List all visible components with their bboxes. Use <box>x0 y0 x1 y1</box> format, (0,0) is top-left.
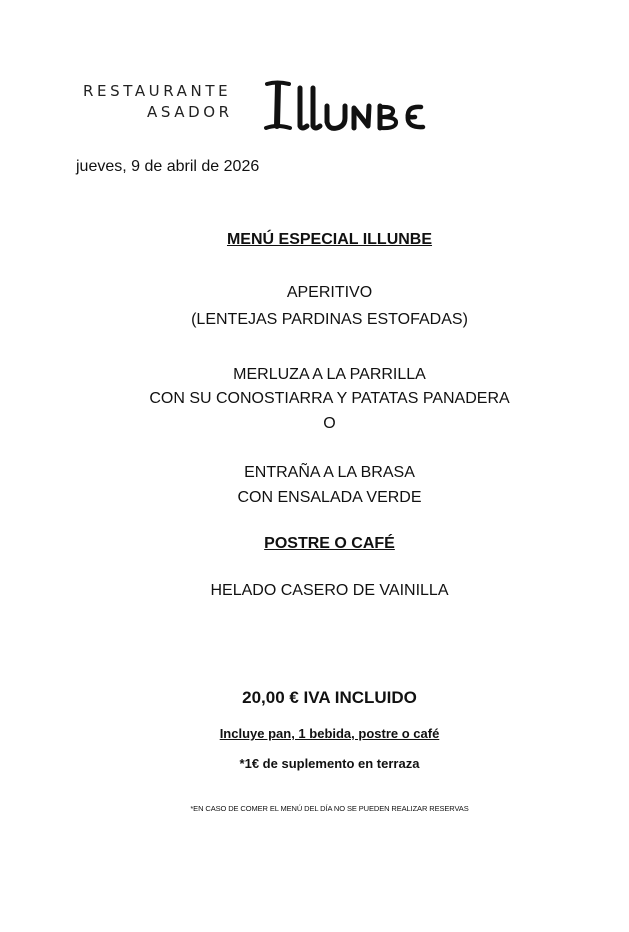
includes-note: Incluye pan, 1 bebida, postre o café <box>219 726 440 741</box>
main-course-2-line2: CON ENSALADA VERDE <box>237 489 422 506</box>
logo-text-asador: ASADOR <box>147 103 233 121</box>
main-course-1-line2: CON SU CONOSTIARRA Y PATATAS PANADERA <box>149 390 510 407</box>
dessert-item: HELADO CASERO DE VAINILLA <box>210 582 449 599</box>
menu-title: MENÚ ESPECIAL ILLUNBE <box>226 231 433 248</box>
terrace-supplement-note: *1€ de suplemento en terraza <box>239 756 420 771</box>
or-separator: O <box>323 415 336 432</box>
logo-text-restaurante: RESTAURANTE <box>83 82 232 100</box>
restaurant-logo <box>83 78 463 138</box>
reservation-disclaimer: *EN CASO DE COMER EL MENÚ DEL DÍA NO SE PUEDEN REALIZAR RESERVAS <box>190 804 469 813</box>
menu-date: jueves, 9 de abril de 2026 <box>76 158 260 175</box>
starter-line2: (LENTEJAS PARDINAS ESTOFADAS) <box>191 311 468 328</box>
illunbe-wordmark-logo <box>263 78 463 138</box>
menu-price: 20,00 € IVA INCLUIDO <box>242 688 417 707</box>
starter-line1: APERITIVO <box>286 284 373 301</box>
dessert-title: POSTRE O CAFÉ <box>264 535 395 552</box>
main-course-2-line1: ENTRAÑA A LA BRASA <box>244 464 415 481</box>
main-course-1-line1: MERLUZA A LA PARRILLA <box>233 366 426 383</box>
